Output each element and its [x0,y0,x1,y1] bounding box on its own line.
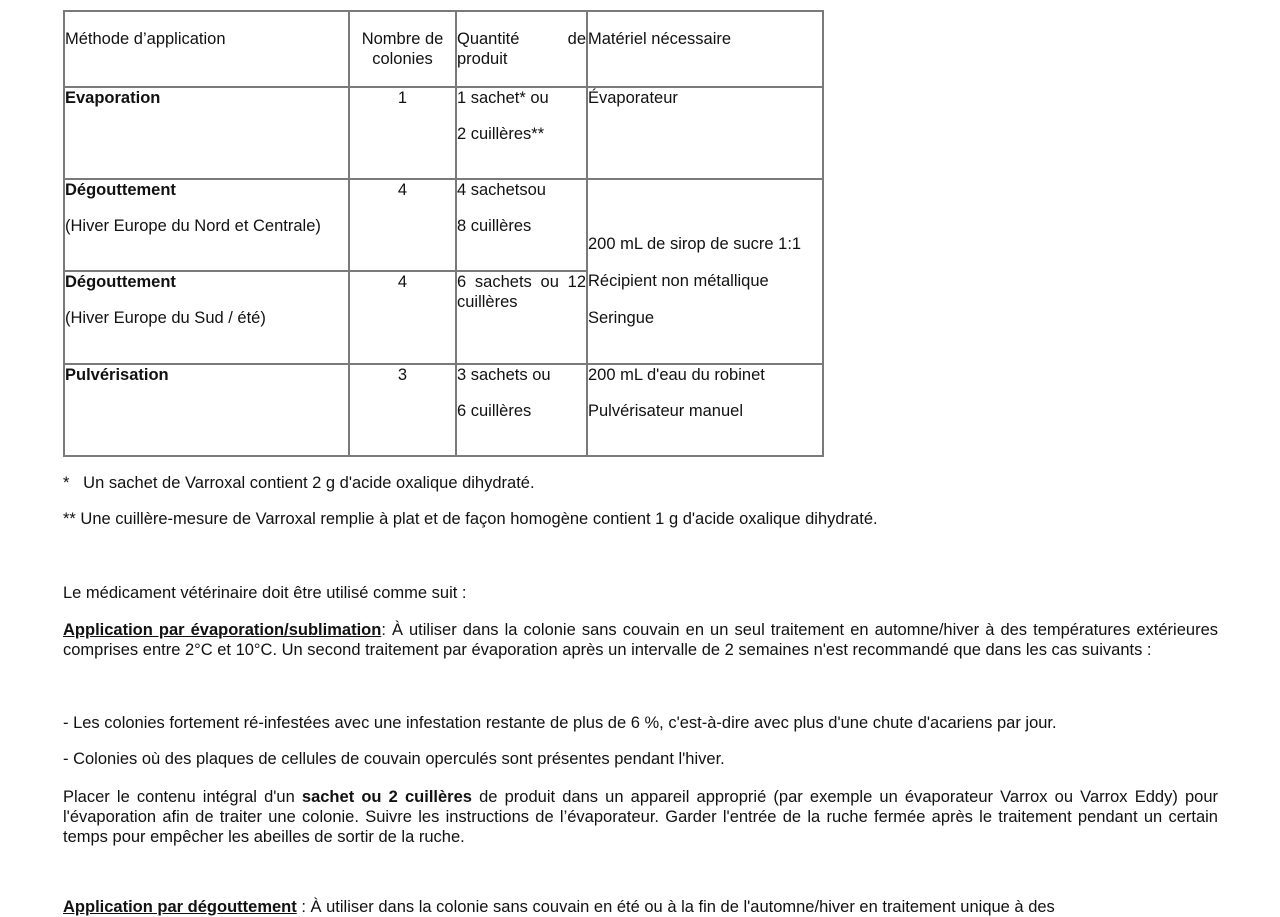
table-row [64,179,823,271]
method-name: Dégouttement [65,273,176,291]
cell-method [64,364,349,456]
quantity-line: 6 cuillères [457,402,532,420]
cell-material [587,364,823,456]
colonies-value: 1 [397,89,408,107]
quantity-line: 6 sachets ou 12 cuillères [457,273,586,311]
placement-paragraph [63,787,1218,847]
colonies-value: 4 [397,273,408,291]
quantity-line: 1 sachet* ou [457,89,549,107]
quantity-line: 8 cuillères [457,217,532,235]
intro-text: Le médicament vétérinaire doit être utilisé comme suit : [63,584,467,602]
dripping-paragraph [63,897,1218,917]
cell-quantity [456,271,587,364]
evaporation-paragraph [63,620,1218,660]
header-method-label: Méthode d’application [65,30,226,48]
case-item-2: - Colonies où des plaques de cellules de couvain operculés sont présentes pendant l'hiver. [63,750,725,768]
cell-colonies [349,87,456,179]
header-quantity-line1: Quantité de [457,30,586,48]
table-row [64,87,823,179]
cell-method [64,179,349,271]
header-colonies-label: Nombre de colonies [361,30,444,68]
cell-method [64,87,349,179]
footnote-two-star: ** Une cuillère-mesure de Varroxal remplie à plat et de façon homogène contient 1 g d'acide oxalique dihydraté. [63,510,878,528]
method-name: Evaporation [65,89,161,107]
placement-text-bold: sachet ou 2 cuillères [301,788,472,806]
evaporation-text: : À utiliser dans la colonie sans couvain en un seul traitement en automne/hiver à des températures extérieures comprises entre 2°C et 10°C. Un second traitement par évaporation après un intervalle de 2 semaines n'est recommandé que dans les cas suivants : [63,621,1218,659]
cell-colonies [349,179,456,271]
material-line: 200 mL d'eau du robinet [588,366,765,384]
material-line: Récipient non métallique [588,272,769,290]
cell-colonies [349,271,456,364]
cell-material [587,87,823,179]
header-quantity [456,11,587,87]
table-header-row [64,11,823,87]
cell-method [64,271,349,364]
placement-text-pre: Placer le contenu intégral d'un [63,788,302,806]
header-colonies [349,11,456,87]
header-quantity-line2: produit [457,50,508,68]
colonies-value: 3 [397,366,408,384]
method-note: (Hiver Europe du Nord et Centrale) [65,217,321,235]
material-line: 200 mL de sirop de sucre 1:1 [588,235,802,253]
material-line: Évaporateur [588,89,678,107]
footnote-one-star: * Un sachet de Varroxal contient 2 g d'acide oxalique dihydraté. [63,474,535,492]
cell-quantity [456,364,587,456]
cell-quantity [456,87,587,179]
header-method [64,11,349,87]
quantity-line: 3 sachets ou [457,366,551,384]
evaporation-heading: Application par évaporation/sublimation [63,621,382,639]
method-name: Dégouttement [65,181,176,199]
header-material [587,11,823,87]
header-material-label: Matériel nécessaire [588,30,732,48]
dosage-table [63,10,824,457]
material-line: Pulvérisateur manuel [588,402,743,420]
placement-text-post: de produit dans un appareil approprié (par exemple un évaporateur Varrox ou Varrox Eddy) pour l'évaporation afin de traiter une colonie. Suivre les instructions de l’évaporateur. Garder l'entrée de la ruche fermée après le traitement pendant un certain temps pour empêcher les abeilles de sortir de la ruche. [63,788,1218,846]
cell-quantity [456,179,587,271]
cell-material-shared [587,179,823,364]
method-name: Pulvérisation [65,366,169,384]
material-line: Seringue [588,309,655,327]
cell-colonies [349,364,456,456]
method-note: (Hiver Europe du Sud / été) [65,309,266,327]
quantity-line: 2 cuillères** [457,125,545,143]
colonies-value: 4 [397,181,408,199]
case-item-1: - Les colonies fortement ré-infestées avec une infestation restante de plus de 6 %, c'est-à-dire avec plus d'une chute d'acariens par jour. [63,714,1057,732]
dripping-text: : À utiliser dans la colonie sans couvain en été ou à la fin de l'automne/hiver en traitement unique à des [296,898,1055,916]
dripping-heading: Application par dégouttement [63,898,297,916]
table-row [64,364,823,456]
quantity-line: 4 sachetsou [457,181,546,199]
